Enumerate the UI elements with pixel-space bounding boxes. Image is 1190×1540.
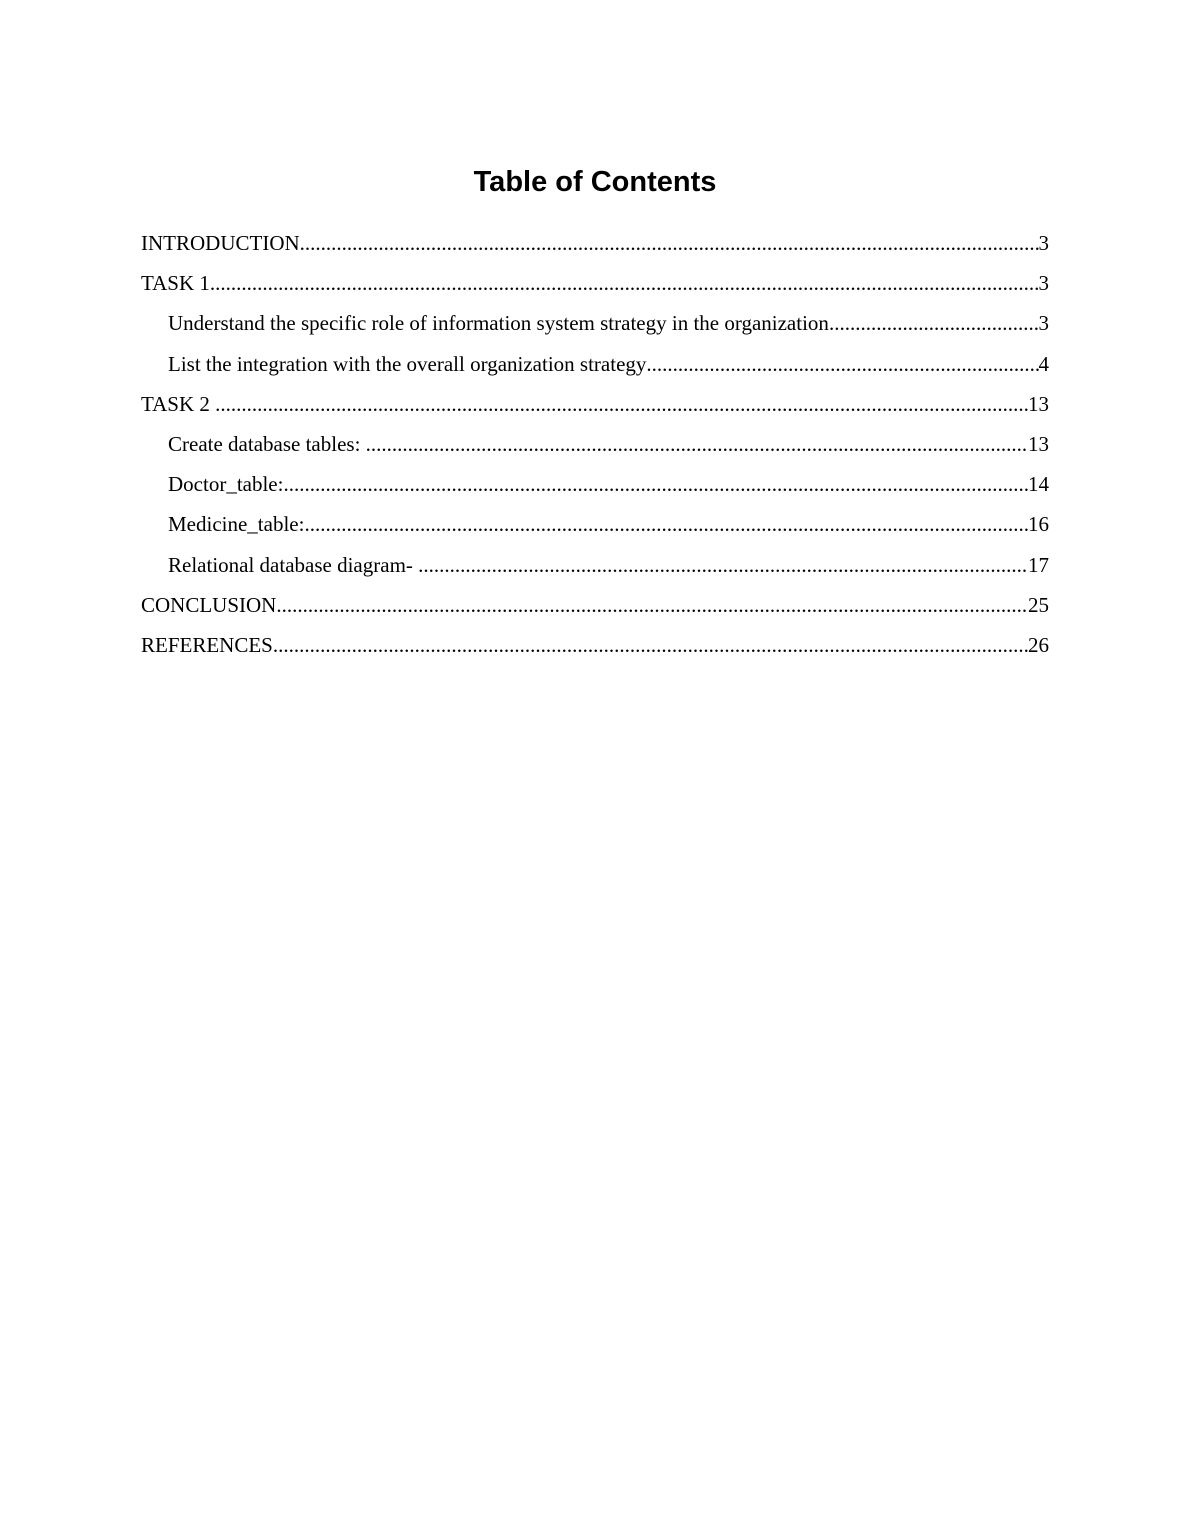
toc-list (141, 226, 1049, 668)
toc-entry-task-1[interactable] (141, 266, 1049, 306)
toc-entry-page: 25 (1028, 592, 1049, 617)
toc-entry-references[interactable] (141, 628, 1049, 668)
toc-entry-conclusion[interactable] (141, 588, 1049, 628)
toc-entry-text: List the integration with the overall organization strategy (168, 351, 647, 376)
toc-leader-dots (829, 306, 1039, 340)
toc-entry-understand-role[interactable] (141, 306, 1049, 346)
toc-entry-page: 3 (1038, 311, 1049, 336)
toc-leader-dots (646, 347, 1038, 381)
toc-entry-page: 13 (1028, 431, 1049, 456)
toc-entry-text: Create database tables: (168, 431, 366, 456)
toc-entry-relational-database-diagram[interactable] (141, 548, 1049, 588)
toc-entry-text: TASK 2 (141, 391, 216, 416)
toc-entry-page: 17 (1028, 552, 1049, 577)
toc-entry-page: 3 (1038, 231, 1049, 255)
toc-leader-dots (273, 628, 1028, 662)
toc-entry-page: 3 (1038, 271, 1049, 296)
toc-leader-dots (366, 427, 1028, 461)
toc-entry-page: 26 (1028, 632, 1049, 657)
toc-entry-page: 14 (1028, 472, 1049, 497)
toc-entry-task-2[interactable] (141, 387, 1049, 427)
toc-entry-list-integration[interactable] (141, 347, 1049, 387)
toc-leader-dots (276, 588, 1028, 622)
toc-entry-introduction[interactable] (141, 226, 1049, 266)
toc-entry-text: INTRODUCTION (141, 231, 300, 255)
toc-leader-dots (300, 226, 1039, 260)
toc-title: Table of Contents (473, 166, 717, 198)
toc-entry-text: Doctor_table: (168, 472, 284, 497)
toc-leader-dots (304, 507, 1028, 541)
toc-entry-page: 4 (1038, 351, 1049, 376)
toc-leader-dots (215, 387, 1028, 421)
toc-entry-doctor-table[interactable] (141, 467, 1049, 507)
toc-entry-text: Medicine_table: (168, 512, 305, 537)
toc-entry-text: Understand the specific role of information system strategy in the organization (168, 311, 829, 336)
toc-entry-page: 16 (1028, 512, 1049, 537)
toc-leader-dots (283, 467, 1028, 501)
toc-entry-medicine-table[interactable] (141, 507, 1049, 547)
toc-leader-dots (210, 266, 1039, 300)
toc-entry-text: REFERENCES (141, 632, 273, 657)
toc-entry-text: CONCLUSION (141, 592, 277, 617)
toc-entry-create-database-tables[interactable] (141, 427, 1049, 467)
toc-entry-page: 13 (1028, 391, 1049, 416)
toc-leader-dots (418, 548, 1028, 582)
toc-entry-text: Relational database diagram- (168, 552, 419, 577)
toc-entry-text: TASK 1 (141, 271, 210, 296)
